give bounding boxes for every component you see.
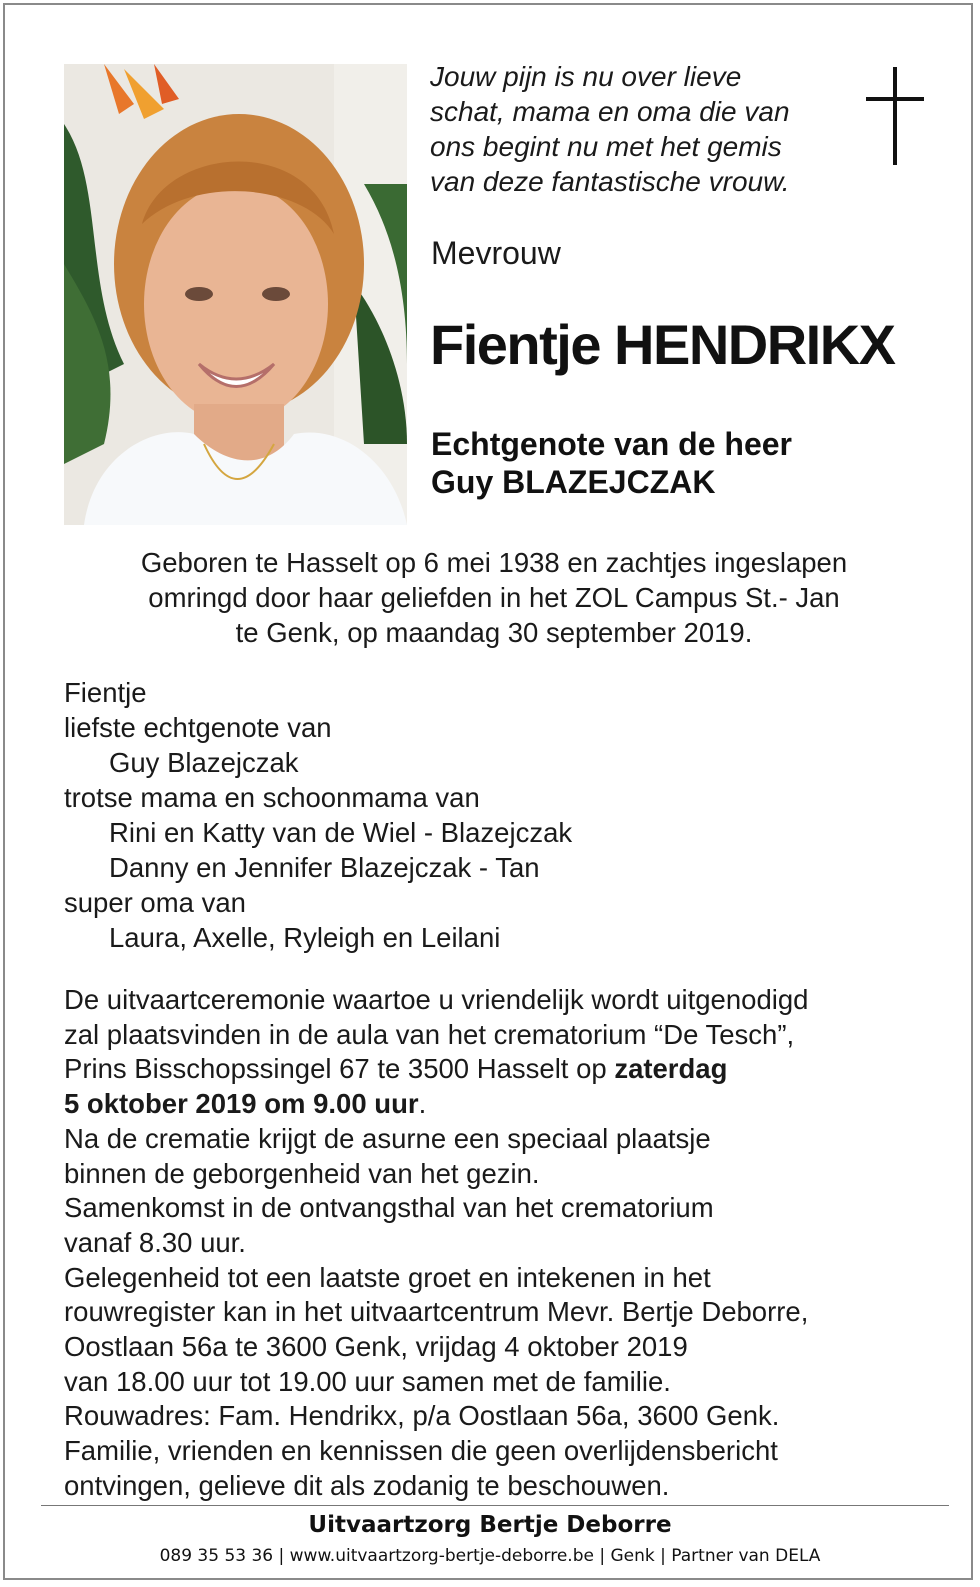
family-line: Fientje <box>64 677 147 708</box>
family-member: Danny en Jennifer Blazejczak - Tan <box>109 852 540 883</box>
family-line: super oma van <box>64 887 246 918</box>
ceremony-line <box>64 1087 934 1122</box>
born-line: Geboren te Hasselt op 6 mei 1938 en zachtjes ingeslapen <box>140 547 848 578</box>
ceremony-day: zaterdag <box>614 1053 728 1085</box>
footer-divider <box>41 1505 949 1506</box>
ceremony-line: binnen de geborgenheid van het gezin. <box>64 1157 540 1189</box>
portrait-photo <box>64 64 407 525</box>
ceremony-line: De uitvaartceremonie waartoe u vriendelijk wordt uitgenodigd <box>64 984 809 1015</box>
ceremony-period: . <box>418 1088 427 1120</box>
ceremony-line: Oostlaan 56a te 3600 Genk, vrijdag 4 oktober 2019 <box>64 1331 688 1363</box>
ceremony-line: vanaf 8.30 uur. <box>64 1226 246 1258</box>
funeral-home-contact: 089 35 53 36 | www.uitvaartzorg-bertje-deborre.be | Genk | Partner van DELA <box>159 1546 821 1566</box>
quote-line: schat, mama en oma die van <box>430 96 790 127</box>
born-line: omringd door haar geliefden in het ZOL Campus St.- Jan <box>148 582 840 613</box>
portrait-illustration <box>64 64 407 525</box>
family-member: Laura, Axelle, Ryleigh en Leilani <box>109 922 501 953</box>
deceased-name: Fientje HENDRIKX <box>430 313 895 376</box>
funeral-home-name: Uitvaartzorg Bertje Deborre <box>308 1512 672 1538</box>
spouse-line: Echtgenote van de heer <box>431 426 792 462</box>
born-line: te Genk, op maandag 30 september 2019. <box>235 617 753 648</box>
birth-death-info <box>64 545 924 650</box>
family-list <box>64 675 924 955</box>
ceremony-line: zal plaatsvinden in de aula van het crematorium “De Tesch”, <box>64 1018 795 1050</box>
ceremony-line: Gelegenheid tot een laatste groet en intekenen in het <box>64 1261 711 1293</box>
ceremony-line: rouwregister kan in het uitvaartcentrum Mevr. Bertje Deborre, <box>64 1296 809 1328</box>
ceremony-line <box>64 1052 934 1087</box>
spouse-info <box>431 425 792 501</box>
cross-icon <box>866 67 926 165</box>
ceremony-info <box>64 983 934 1504</box>
ceremony-line: Samenkomst in de ontvangsthal van het crematorium <box>64 1192 714 1224</box>
memorial-quote <box>430 59 850 199</box>
ceremony-line: van 18.00 uur tot 19.00 uur samen met de familie. <box>64 1365 671 1397</box>
death-notice-card <box>3 3 973 1580</box>
honorific: Mevrouw <box>431 235 561 271</box>
family-member: Guy Blazejczak <box>109 747 299 778</box>
family-line: trotse mama en schoonmama van <box>64 782 480 813</box>
family-member: Rini en Katty van de Wiel - Blazejczak <box>109 817 573 848</box>
ceremony-line: ontvingen, gelieve dit als zodanig te beschouwen. <box>64 1469 670 1501</box>
spouse-line: Guy BLAZEJCZAK <box>431 464 716 500</box>
quote-line: van deze fantastische vrouw. <box>430 166 790 197</box>
family-line: liefste echtgenote van <box>64 712 332 743</box>
quote-line: Jouw pijn is nu over lieve <box>430 61 742 92</box>
ceremony-date-time: 5 oktober 2019 om 9.00 uur <box>64 1088 419 1120</box>
ceremony-line: Rouwadres: Fam. Hendrikx, p/a Oostlaan 56a, 3600 Genk. <box>64 1400 780 1432</box>
ceremony-line: Familie, vrienden en kennissen die geen overlijdensbericht <box>64 1435 778 1467</box>
ceremony-line: Na de crematie krijgt de asurne een speciaal plaatsje <box>64 1122 711 1154</box>
quote-line: ons begint nu met het gemis <box>430 131 782 162</box>
ceremony-address: Prins Bisschopssingel 67 te 3500 Hasselt op <box>64 1053 615 1085</box>
